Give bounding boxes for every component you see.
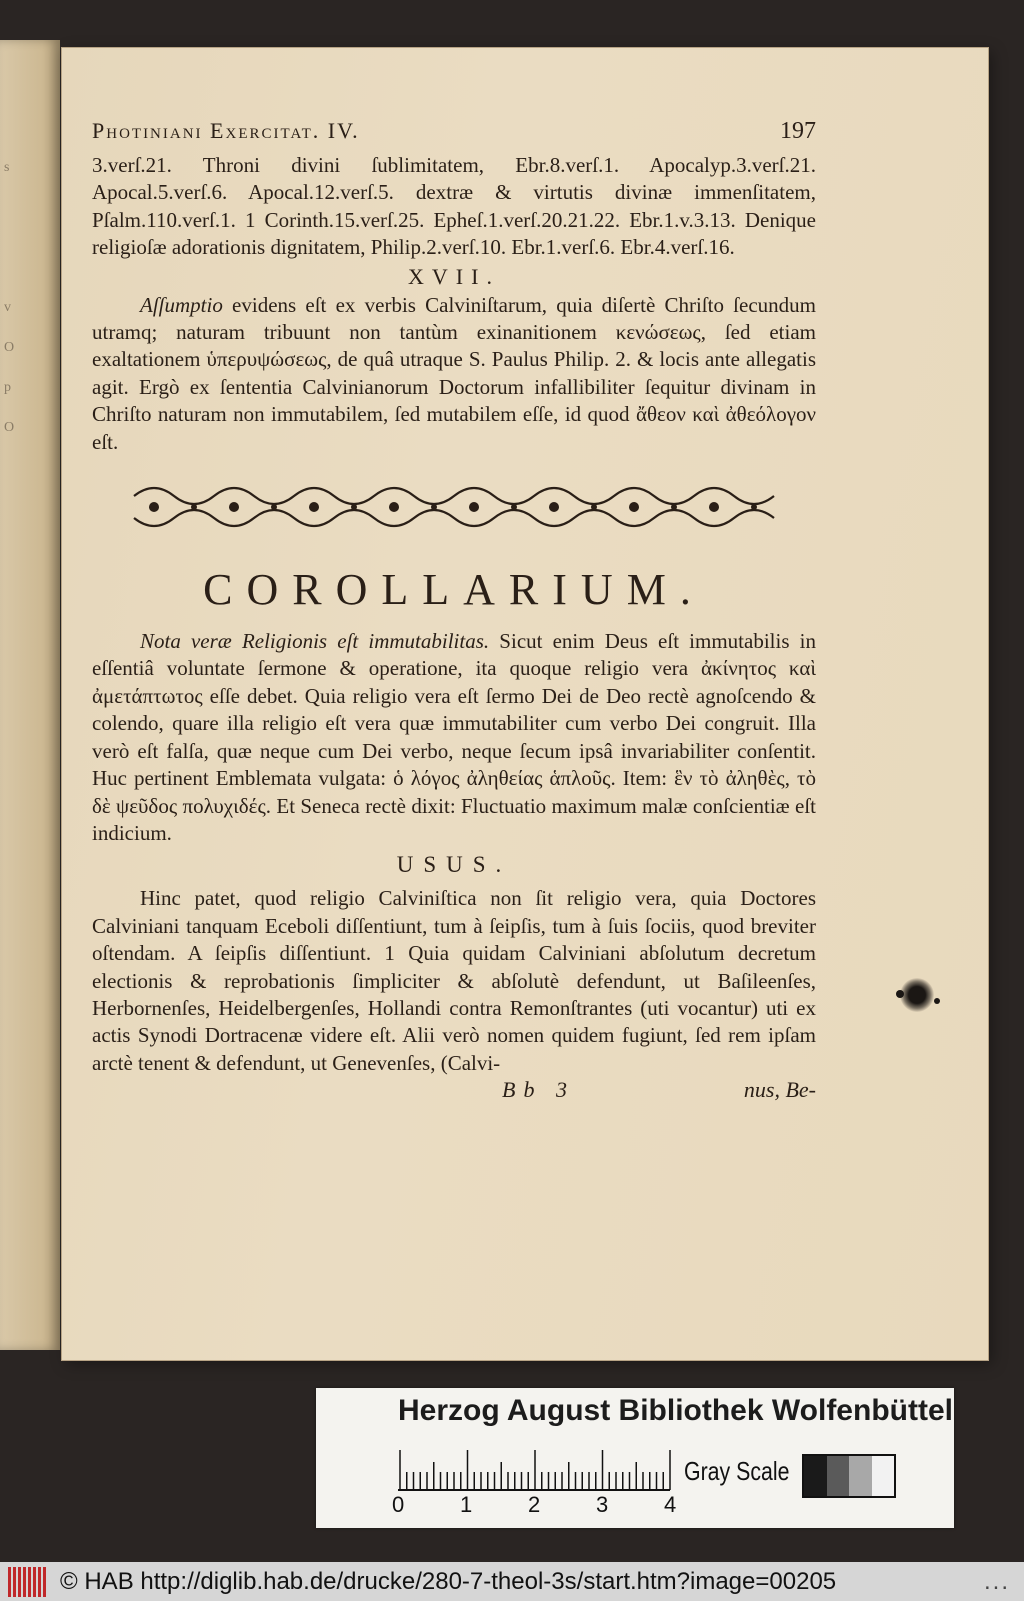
gray-patch — [827, 1456, 850, 1496]
catchword: nus, Be- — [743, 1077, 816, 1103]
ruler-numbers — [392, 1492, 692, 1522]
ruler-number: 1 — [460, 1492, 473, 1517]
signature-mark: Bb 3 — [502, 1077, 575, 1103]
ruler-number: 3 — [596, 1492, 609, 1517]
hab-logo-icon — [8, 1567, 48, 1597]
adjacent-page-edge — [0, 40, 60, 1350]
decorative-ornament-band — [92, 478, 816, 540]
paragraph-3-text: Sicut enim Deus eſt immutabilis in eſſentiâ voluntate ſermone & operatione, ita quoque religio vera ἀκίνητος καὶ ἀμετάπτωτος eſſe debet. Quia religio vera eſt ſermo Dei de Deo rectè agnoſcendo & colendo, quare illa religio eſt vera quæ immutabiliter cum verbo Dei congruit. Illa verò eſt falſa, quæ neque cum Dei verbo, neque ſecum ipsâ invariabiliter conſentit. Huc pertinent Emblemata vulgata: ὁ λόγος ἀληθείας ἁπλοῦς. Item: ἓν τὸ ἀληθὲς, τὸ δὲ ψεῦδος πολυχιδές. Et Seneca rectè dixit: Fluctuatio maximum malæ conſcientiæ eſt indicium. — [92, 629, 816, 845]
gray-scale-label: Gray Scale — [684, 1456, 790, 1486]
corollarium-heading: COROLLARIUM. — [203, 565, 705, 615]
assumptio-lead: Aſſumptio — [140, 292, 223, 317]
gray-patch — [849, 1456, 872, 1496]
running-head — [92, 118, 816, 152]
gray-patch — [804, 1456, 827, 1496]
paragraph-4: Hinc patet, quod religio Calviniſtica non ſit religio vera, quia Doctores Calviniani tanquam Eceboli diſſentiunt, tum à ſeipſis, tum à ſuis ſociis, quod breviter oſtendam. A ſeipſis diſſentiunt. 1 Quia quidam Calviniani abſolutum decretum electionis & reprobationis ſimpliciter & abſolutè defendunt, ut Baſileenſes, Herbornenſes, Heidelbergenſes, Hollandi contra Remonſtrantes (uti vocantur) uti ex actis Synodi Dortracenæ videre eſt. Alii verò nomen quidem fugiunt, ſed rem ipſam arctè tenent & defendunt, ut Genevenſes, (Calvi- — [92, 886, 816, 1075]
book-page — [62, 48, 988, 1360]
ruler-icon — [398, 1446, 678, 1492]
ornament-icon — [129, 478, 779, 536]
more-options-icon[interactable]: ... — [983, 1567, 1010, 1595]
footer-bar — [0, 1562, 1024, 1601]
edge-mark: O — [4, 340, 15, 355]
edge-mark: O — [4, 420, 15, 435]
ink-blot-icon — [900, 978, 934, 1012]
gray-scale-patches — [802, 1454, 896, 1498]
ruler-number: 2 — [528, 1492, 541, 1517]
paragraph-3 — [92, 628, 816, 847]
page-number: 197 — [780, 118, 816, 144]
paragraph-1: 3.verſ.21. Throni divini ſublimitatem, Ebr.8.verſ.1. Apocalyp.3.verſ.21. Apocal.5.verſ.6. Apocal.12.verſ.5. dextræ & virtutis divinæ immenſitatem, Pſalm.110.verſ.1. 1 Corinth.15.verſ.25. Epheſ.1.verſ.20.21.22. Ebr.1.v.3.13. Denique religioſæ adorationis dignitatem, Philip.2.verſ.10. Ebr.1.verſ.6. Ebr.4.verſ.16. — [92, 153, 816, 260]
footer-credit-link[interactable]: © HAB http://diglib.hab.de/drucke/280-7-theol-3s/start.htm?image=00205 — [60, 1567, 837, 1595]
usus-heading: USUS. — [396, 852, 512, 878]
paragraph-2-text: evidens eſt ex verbis Calviniſtarum, quia diſertè Chriſto ſecundum utramq; naturam tribuunt non tantùm exinanitionem κενώσεως, ſed etiam exaltationem ὑπερυψώσεως, de quâ utraque S. Paulus Philip. 2. & locis ante allegatis agit. Ergò ex ſententia Calvinianorum Doctorum infallibiliter ſequitur divinam in Chriſto naturam non immutabilem, ſed mutabilem eſſe, id quod ἄθεον καὶ ἀθεόλογον eſt. — [92, 292, 816, 454]
nota-lead: Nota veræ Religionis eſt immutabilitas. — [140, 629, 490, 654]
ruler-number: 4 — [664, 1492, 677, 1517]
paragraph-2 — [92, 292, 816, 456]
running-head-title: Photiniani Exercitat. IV. — [92, 118, 360, 143]
edge-mark: s — [4, 160, 10, 175]
signature-line — [92, 1077, 816, 1107]
ruler-number: 0 — [392, 1492, 405, 1517]
section-number: XVII. — [408, 263, 500, 289]
color-scale-card — [316, 1388, 954, 1528]
library-name: Herzog August Bibliothek Wolfenbüttel — [398, 1394, 953, 1427]
text-block — [92, 118, 816, 1107]
edge-mark: p — [4, 380, 11, 395]
gray-patch — [872, 1456, 895, 1496]
edge-mark: v — [4, 300, 11, 315]
